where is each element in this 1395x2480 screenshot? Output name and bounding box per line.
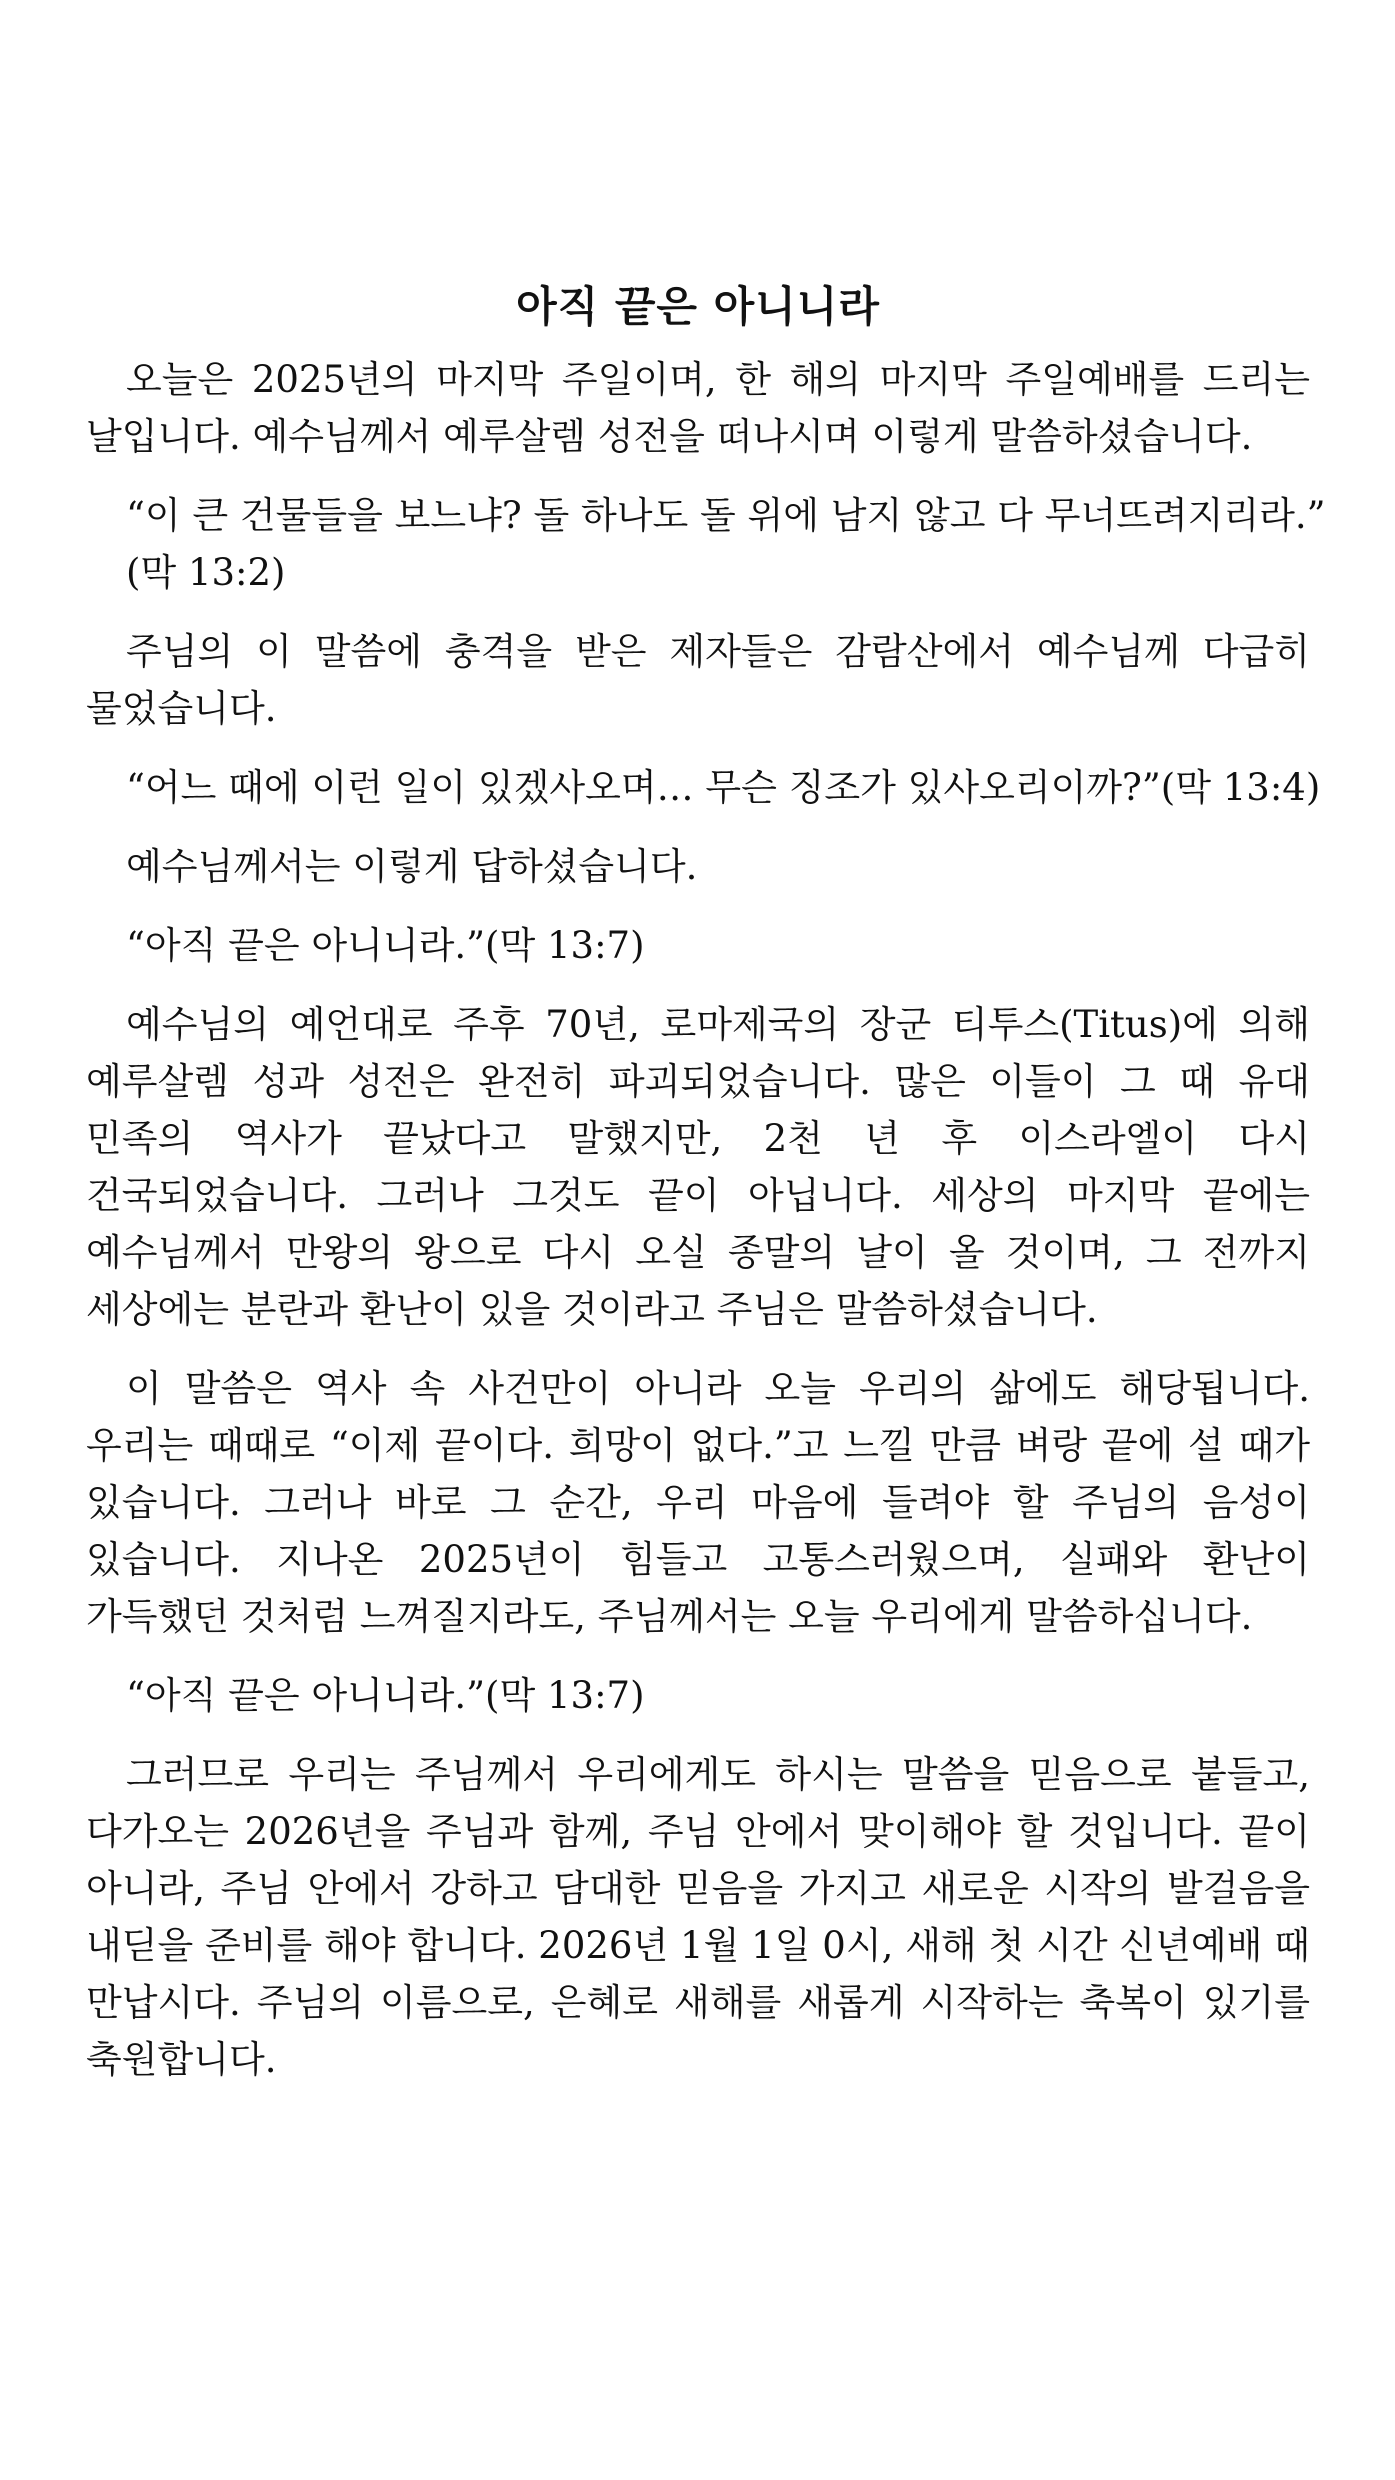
paragraph-conclusion: 그러므로 우리는 주님께서 우리에게도 하시는 말씀을 믿음으로 붙들고, 다가오는 2026년을 주님과 함께, 주님 안에서 맞이해야 할 것입니다. 끝이 아니라, 주님 안에서 강하고 담대한 믿음을 가지고 새로운 시작의 발걸음을 내딛을 준비를 해야 합니다. 2026년 1월 1일 0시, 새해 첫 시간 신년예배 때 만납시다. 주님의 이름으로, 은혜로 새해를 새롭게 시작하는 축복이 있기를 축원합니다. <box>86 1753 1310 2081</box>
scripture-quote-mark-13-7-repeat: “아직 끝은 아니니라.”(막 13:7) <box>126 1674 645 1717</box>
paragraph-disciples-question: 주님의 이 말씀에 충격을 받은 제자들은 감람산에서 예수님께 다급히 물었습니다. <box>86 630 1310 730</box>
paragraph-intro: 오늘은 2025년의 마지막 주일이며, 한 해의 마지막 주일예배를 드리는 날입니다. 예수님께서 예루살렘 성전을 떠나시며 이렇게 말씀하셨습니다. <box>86 358 1310 458</box>
scripture-quote-mark-13-4: “어느 때에 이런 일이 있겠사오며… 무슨 징조가 있사오리이까?”(막 13:4) <box>126 766 1321 809</box>
quote-reference: (막 13:2) <box>126 551 286 594</box>
paragraph-jesus-answer: 예수님께서는 이렇게 답하셨습니다. <box>126 845 698 888</box>
scripture-quote-mark-13-2 <box>86 487 1326 601</box>
page-title: 아직 끝은 아니니라 <box>516 282 880 331</box>
scripture-quote-mark-13-7: “아직 끝은 아니니라.”(막 13:7) <box>126 924 645 967</box>
document-page <box>86 275 1326 2110</box>
paragraph-history: 예수님의 예언대로 주후 70년, 로마제국의 장군 티투스(Titus)에 의해 예루살렘 성과 성전은 완전히 파괴되었습니다. 많은 이들이 그 때 유대 민족의 역사가 끝났다고 말했지만, 2천 년 후 이스라엘이 다시 건국되었습니다. 그러나 그것도 끝이 아닙니다. 세상의 마지막 끝에는 예수님께서 만왕의 왕으로 다시 오실 종말의 날이 올 것이며, 그 전까지 세상에는 분란과 환난이 있을 것이라고 주님은 말씀하셨습니다. <box>86 1003 1310 1331</box>
quote-text: “이 큰 건물들을 보느냐? 돌 하나도 돌 위에 남지 않고 다 무너뜨려지리라.” <box>126 494 1326 537</box>
paragraph-application: 이 말씀은 역사 속 사건만이 아니라 오늘 우리의 삶에도 해당됩니다. 우리는 때때로 “이제 끝이다. 희망이 없다.”고 느낄 만큼 벼랑 끝에 설 때가 있습니다. 그러나 바로 그 순간, 우리 마음에 들려야 할 주님의 음성이 있습니다. 지나온 2025년이 힘들고 고통스러웠으며, 실패와 환난이 가득했던 것처럼 느껴질지라도, 주님께서는 오늘 우리에게 말씀하십니다. <box>86 1367 1310 1638</box>
